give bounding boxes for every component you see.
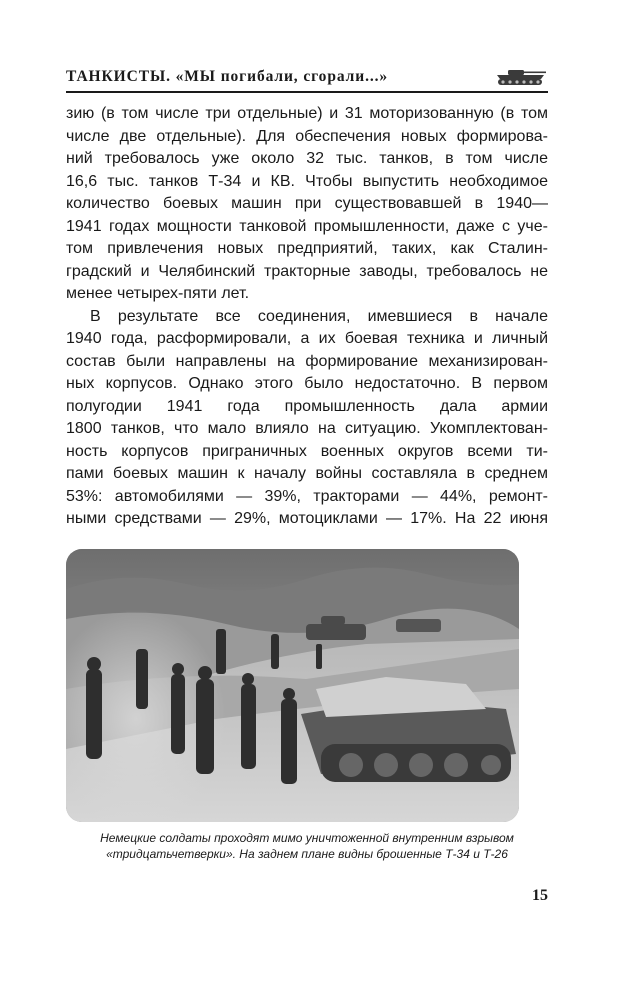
- text-line: В результате все соединения, имевшиеся в начале: [90, 307, 548, 325]
- text-line: ных корпусов. Однако этого было недостаточно. В первом: [66, 375, 548, 392]
- text-line: том привлечения новых предприятий, таких, как Сталин-: [66, 240, 548, 257]
- text-line: 16,6 тыс. танков Т-34 и КВ. Чтобы выпустить необходимое: [66, 172, 548, 190]
- running-title: ТАНКИСТЫ. «МЫ погибали, сгорали...»: [66, 68, 389, 85]
- body-text: [66, 103, 548, 531]
- photo-caption: [66, 830, 548, 862]
- text-line: градский и Челябинский тракторные заводы, требовалось не: [66, 262, 548, 280]
- text-line: числе две отдельные). Для обеспечения новых формирова-: [66, 127, 548, 145]
- text-line: пами боевых машин к началу войны составляла в среднем: [66, 465, 548, 482]
- text-line: зию (в том числе три отдельные) и 31 моторизованную (в том: [66, 105, 548, 122]
- tank-icon: [494, 67, 548, 87]
- running-header: [66, 68, 548, 90]
- text-line: количество боевых машин при существовавшей в 1940—: [66, 195, 548, 212]
- text-line: полугодии 1941 года промышленность дала армии: [66, 397, 548, 415]
- text-line: 53%: автомобилями — 39%, тракторами — 44%, ремонт-: [66, 487, 548, 505]
- caption-line: Немецкие солдаты проходят мимо уничтоженной внутренним взрывом: [100, 831, 514, 845]
- text-line: 1941 годах мощности танковой промышленности, даже с уче-: [66, 217, 548, 235]
- header-rule: [66, 91, 548, 93]
- text-line: ний требовалось уже около 32 тыс. танков, в том числе: [66, 150, 548, 167]
- text-line: менее четырех-пяти лет.: [66, 285, 250, 302]
- text-line: 1800 танков, что мало влияло на ситуацию. Укомплектован-: [66, 420, 548, 437]
- caption-line: «тридцатьчетверки». На заднем плане видны брошенные Т-34 и Т-26: [106, 847, 508, 861]
- text-line: ными средствами — 29%, мотоциклами — 17%. На 22 июня: [66, 510, 548, 527]
- text-line: состав были направлены на формирование механизирован-: [66, 352, 548, 370]
- page-number: 15: [532, 887, 548, 904]
- photo-german-soldiers-destroyed-tank: [66, 549, 519, 822]
- text-line: 1940 года, расформировали, а их боевая техника и личный: [66, 330, 548, 347]
- text-line: ность корпусов приграничных военных округов всеми ти-: [66, 442, 548, 460]
